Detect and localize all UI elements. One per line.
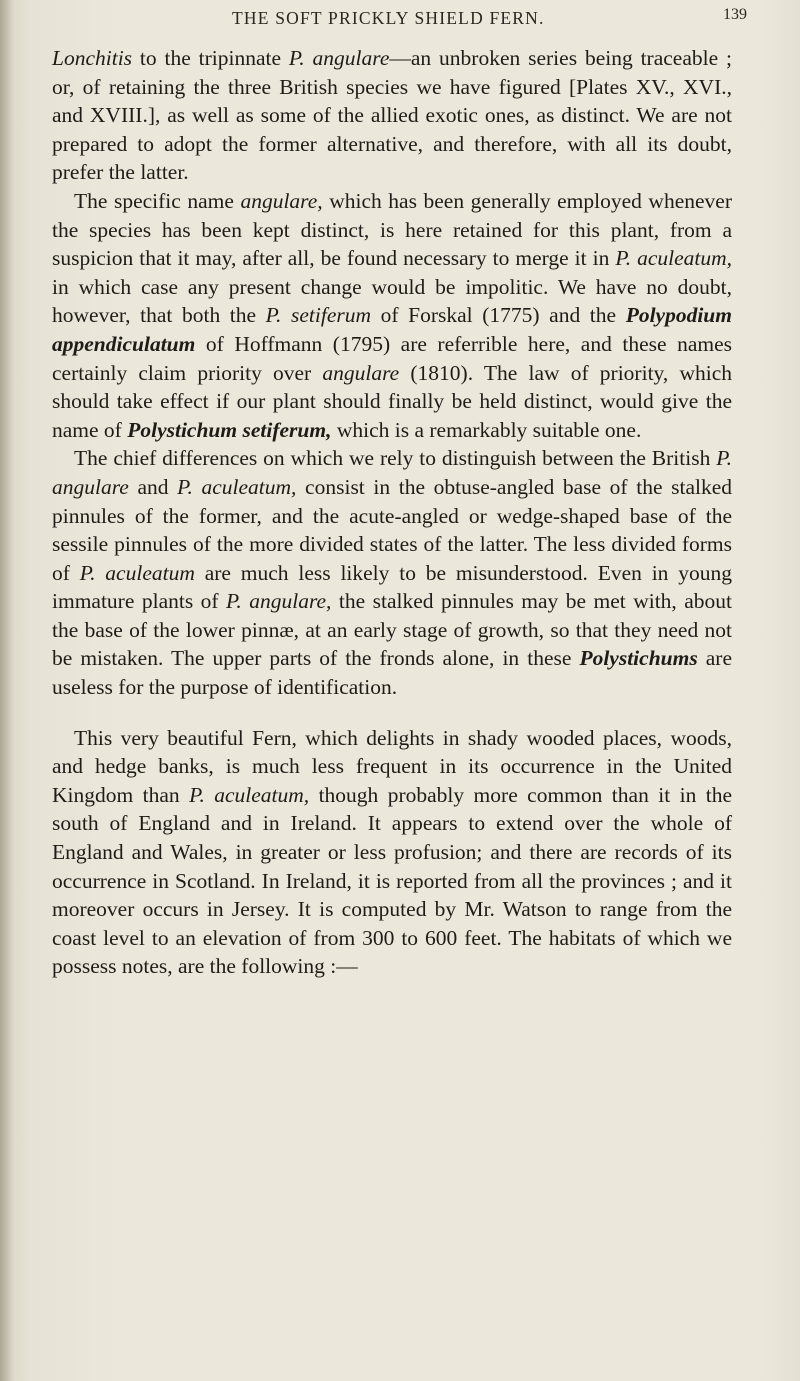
italic-term: P. angulare, xyxy=(226,589,332,614)
text-run: to the tripinnate xyxy=(132,46,289,70)
text-run: the stalked pinnules may be met with, about the base of the lower pinnæ, at an early stage of growth, so that they need not be mistaken. The upper parts of the fronds alone, in these xyxy=(52,589,733,671)
text-run: consist in the obtuse-angled base of the stalked pinnules of the former, and the acute-angled or wedge-shaped base of the sessile pinnules of the more divided states of the latter. The less divided forms of xyxy=(52,474,733,585)
italic-term: P. aculeatum xyxy=(79,560,195,585)
paragraph-2 xyxy=(52,187,732,444)
text-run: though probably more common than it in the south of England and in Ireland. It appears to extend over the whole of England and Wales, in greater or less profusion; and there are records of its occurrence in Scotland. In Ireland, it is reported from all the provinces ; and it moreover occurs in Jersey. It is computed by Mr. Watson to range from the coast level to an elevation of from 300 to 600 feet. The habitats of which we possess notes, are the following :— xyxy=(52,782,732,979)
paragraph-1 xyxy=(52,44,732,187)
text-run: —an unbroken series being traceable ; or, of retaining the three British species we have figured [Plates XV., XVI., and XVIII.], as well as some of the allied exotic ones, as distinct. We are not prepared to adopt the former alternative, and therefore, with all its doubt, prefer the latter. xyxy=(52,46,732,185)
italic-term: P. aculeatum, xyxy=(177,474,297,499)
italic-term: P. aculeatum, xyxy=(189,782,310,807)
running-title: THE SOFT PRICKLY SHIELD FERN. xyxy=(232,8,545,28)
text-run: The specific name xyxy=(74,188,241,213)
text-run: which is a remarkably suitable one. xyxy=(331,417,642,442)
italic-term: Polypodium appendiculatum xyxy=(52,303,732,356)
text-run: (1810). The law of priority, which should take effect if our plant should finally be held distinct, would give the name of xyxy=(52,360,732,442)
italic-term: P. angulare xyxy=(52,446,732,499)
italic-term: Lonchitis xyxy=(52,46,133,70)
italic-term: Polystichums xyxy=(579,646,698,671)
text-run: are useless for the purpose of identification. xyxy=(52,646,732,700)
italic-term: P. aculeatum, xyxy=(615,246,733,271)
text-run: which has been generally employed whenever the species has been kept distinct, is here retained for this plant, from a suspicion that it may, after all, be found necessary to merge it in xyxy=(52,188,732,271)
italic-term: angulare xyxy=(322,360,400,385)
text-run: of Hoffmann (1795) are referrible here, and these names certainly claim priority over xyxy=(52,331,732,385)
italic-term: Polystichum setiferum, xyxy=(127,417,332,442)
page-number: 139 xyxy=(723,6,747,23)
body-text xyxy=(52,44,732,981)
text-run: of Forskal (1775) and the xyxy=(371,303,626,328)
text-run: The chief differences on which we rely to distinguish between the British xyxy=(74,446,717,471)
italic-term: P. setiferum xyxy=(265,303,372,328)
paragraph-3 xyxy=(52,444,732,701)
paragraph-4 xyxy=(52,724,732,981)
running-head xyxy=(0,4,800,34)
text-run: and xyxy=(128,474,178,499)
text-run: in which case any present change would be impolitic. We have no doubt, however, that both the xyxy=(52,274,732,328)
italic-term: angulare, xyxy=(240,188,323,213)
italic-term: P. angulare xyxy=(288,46,390,70)
gutter-shadow xyxy=(0,0,14,1381)
text-run: This very beautiful Fern, which delights in shady wooded places, woods, and hedge banks, is much less frequent in its occurrence in the United Kingdom than xyxy=(52,725,732,807)
text-run: are much less likely to be misunderstood. Even in young immature plants of xyxy=(52,560,733,614)
